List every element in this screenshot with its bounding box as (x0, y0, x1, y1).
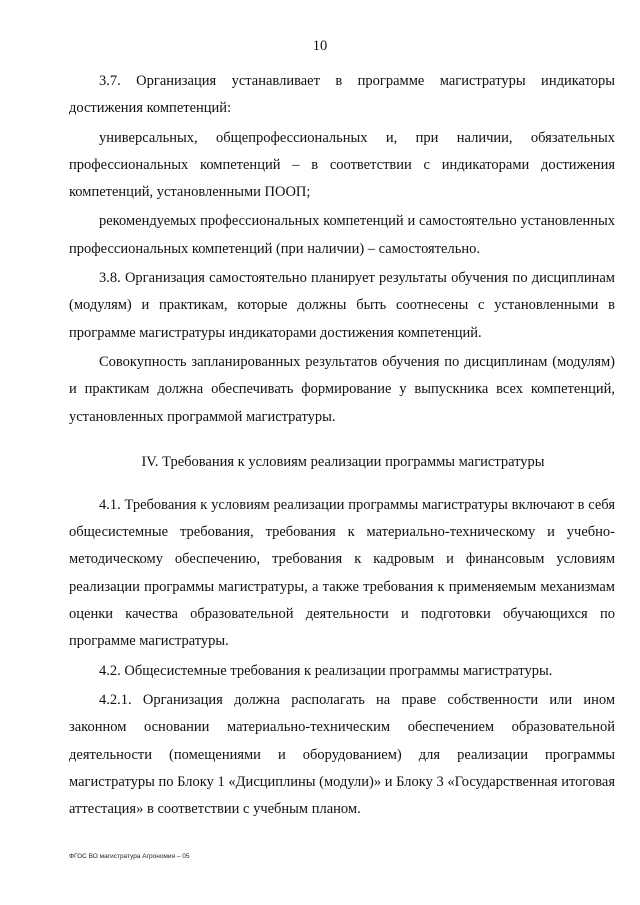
document-footer: ФГОС ВО магистратура Агрономия – 05 (69, 853, 190, 860)
paragraph-3-8: 3.8. Организация самостоятельно планирует результаты обучения по дисциплинам (модулям) и практикам, которые должны быть соотнесены с установленными в программе магистратуры индикаторами достижения компетенций. (69, 270, 615, 341)
paragraph-universal-competencies: универсальных, общепрофессиональных и, при наличии, обязательных профессиональных компетенций – в соответствии с индикаторами достижения компетенций, установленными ПООП; (69, 129, 615, 201)
section-heading-iv: IV. Требования к условиям реализации программы магистратуры (141, 453, 545, 470)
page-number: 10 (312, 38, 328, 54)
paragraph-3-7: 3.7. Организация устанавливает в программе магистратуры индикаторы достижения компетенций: (69, 73, 615, 117)
paragraph-recommended-competencies: рекомендуемых профессиональных компетенций и самостоятельно установленных профессиональных компетенций (при наличии) – самостоятельно. (69, 213, 615, 257)
paragraph-4-1: 4.1. Требования к условиям реализации программы магистратуры включают в себя общесистемные требования, требования к материально-техническому и учебно-методическому обеспечению, требования к кадровым и финансовым условиям реализации программы магистратуры, а также требования к применяемым механизмам оценки качества образовательной деятельности и подготовки обучающихся по программе магистратуры. (69, 496, 615, 650)
paragraph-4-2-1: 4.2.1. Организация должна располагать на праве собственности или ином законном основании материально-техническим обеспечением образовательной деятельности (помещениями и оборудованием) для реализации программы магистратуры по Блоку 1 «Дисциплины (модули)» и Блоку 3 «Государственная итоговая аттестация» в соответствии с учебным планом. (69, 691, 615, 818)
paragraph-4-2: 4.2. Общесистемные требования к реализации программы магистратуры. (99, 662, 553, 679)
page-content (69, 68, 615, 823)
paragraph-planned-results: Совокупность запланированных результатов обучения по дисциплинам (модулям) и практикам должна обеспечивать формирование у выпускника всех компетенций, установленных программой магистратуры. (69, 353, 615, 425)
